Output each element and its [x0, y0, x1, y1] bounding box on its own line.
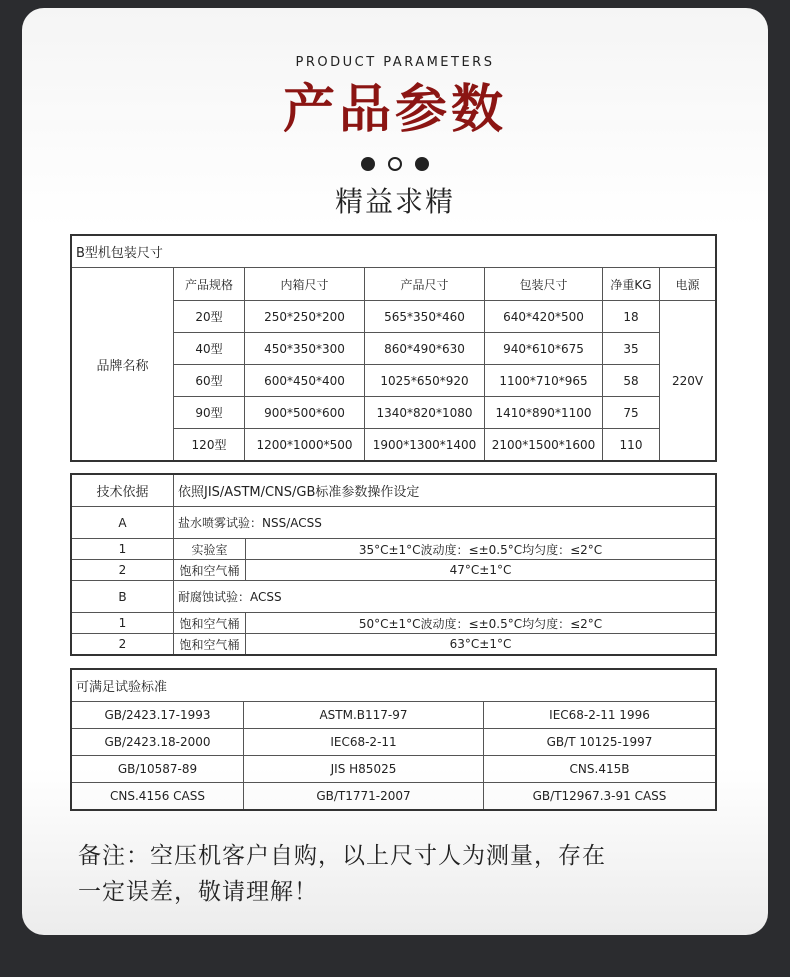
table-cell: 640*420*500 [485, 301, 603, 333]
column-header: 净重KG [603, 268, 660, 301]
column-header: 产品规格 [174, 268, 245, 301]
table-cell: 860*490*630 [365, 333, 485, 365]
table-row [72, 783, 716, 810]
column-header: 内箱尺寸 [245, 268, 365, 301]
remark-line-2: 一定误差，敬请理解！ [78, 879, 318, 905]
table-cell: 250*250*200 [245, 301, 365, 333]
table-cell: 18 [603, 301, 660, 333]
table-row [72, 729, 716, 756]
test-standards-table [71, 669, 716, 810]
table-title: 可满足试验标准 [72, 670, 716, 702]
table-cell: 2 [72, 560, 174, 581]
table-row [72, 756, 716, 783]
table-cell: 2 [72, 634, 174, 655]
table-cell: 35 [603, 333, 660, 365]
table-cell: ASTM.B117-97 [244, 702, 484, 729]
table-cell: 实验室 [174, 539, 246, 560]
table-cell: 110 [603, 429, 660, 461]
table-cell: 35°C±1°C波动度：≤±0.5°C均匀度：≤2°C [246, 539, 716, 560]
section-title: 盐水喷雾试验：NSS/ACSS [174, 507, 716, 539]
table-row [72, 634, 716, 655]
remark-line-1: 备注：空压机客户自购，以上尺寸人为测量，存在 [78, 843, 606, 869]
table-cell: 2100*1500*1600 [485, 429, 603, 461]
table-cell: GB/T 10125-1997 [484, 729, 716, 756]
table-cell: 63°C±1°C [246, 634, 716, 655]
table-cell: CNS.4156 CASS [72, 783, 244, 810]
table-cell: 565*350*460 [365, 301, 485, 333]
table-cell: 60型 [174, 365, 245, 397]
table-row [72, 539, 716, 560]
table-cell: 47°C±1°C [246, 560, 716, 581]
table-cell: 900*500*600 [245, 397, 365, 429]
table-cell: JIS H85025 [244, 756, 484, 783]
table-cell: 1100*710*965 [485, 365, 603, 397]
table-cell: 饱和空气桶 [174, 560, 246, 581]
table-cell: 1 [72, 539, 174, 560]
table-cell: 90型 [174, 397, 245, 429]
table-cell: GB/T1771-2007 [244, 783, 484, 810]
dot-divider [361, 156, 431, 174]
table-row [72, 702, 716, 729]
table-cell: 1200*1000*500 [245, 429, 365, 461]
column-header: 包装尺寸 [485, 268, 603, 301]
table-cell: 1410*890*1100 [485, 397, 603, 429]
table-cell: IEC68-2-11 [244, 729, 484, 756]
table-cell: 1340*820*1080 [365, 397, 485, 429]
table-cell: CNS.415B [484, 756, 716, 783]
hollow-dot-icon [388, 157, 402, 171]
section-label: B [72, 581, 174, 613]
section-label: A [72, 507, 174, 539]
table-title: B型机包装尺寸 [72, 236, 716, 268]
table-cell: 50°C±1°C波动度：≤±0.5°C均匀度：≤2°C [246, 613, 716, 634]
technical-basis-table [71, 474, 716, 655]
table-cell: 20型 [174, 301, 245, 333]
technical-basis-value: 依照JIS/ASTM/CNS/GB标准参数操作设定 [174, 475, 716, 507]
page-title: 产品参数 [282, 80, 507, 140]
english-title: PRODUCT PARAMETERS [295, 55, 495, 70]
table-cell: 120型 [174, 429, 245, 461]
table-row [72, 560, 716, 581]
table-cell: 40型 [174, 333, 245, 365]
table-cell: 600*450*400 [245, 365, 365, 397]
table-cell: 饱和空气桶 [174, 634, 246, 655]
table-cell: 450*350*300 [245, 333, 365, 365]
remark-note [78, 838, 698, 910]
table-cell: GB/2423.18-2000 [72, 729, 244, 756]
table-cell: 1900*1300*1400 [365, 429, 485, 461]
table-cell: 940*610*675 [485, 333, 603, 365]
table-cell: GB/10587-89 [72, 756, 244, 783]
table-row [72, 613, 716, 634]
brand-label: 品牌名称 [72, 268, 174, 461]
filled-dot-icon [361, 157, 375, 171]
table-cell: 1 [72, 613, 174, 634]
technical-basis-label: 技术依据 [72, 475, 174, 507]
column-header: 产品尺寸 [365, 268, 485, 301]
table-cell: GB/T12967.3-91 CASS [484, 783, 716, 810]
table-cell: IEC68-2-11 1996 [484, 702, 716, 729]
table-cell: 58 [603, 365, 660, 397]
table-cell: 75 [603, 397, 660, 429]
table-cell: 饱和空气桶 [174, 613, 246, 634]
power-value: 220V [660, 301, 716, 461]
section-title: 耐腐蚀试验：ACSS [174, 581, 716, 613]
filled-dot-icon [415, 157, 429, 171]
packaging-size-table [71, 235, 716, 461]
column-header: 电源 [660, 268, 716, 301]
subtitle: 精益求精 [334, 185, 455, 218]
table-cell: 1025*650*920 [365, 365, 485, 397]
table-cell: GB/2423.17-1993 [72, 702, 244, 729]
